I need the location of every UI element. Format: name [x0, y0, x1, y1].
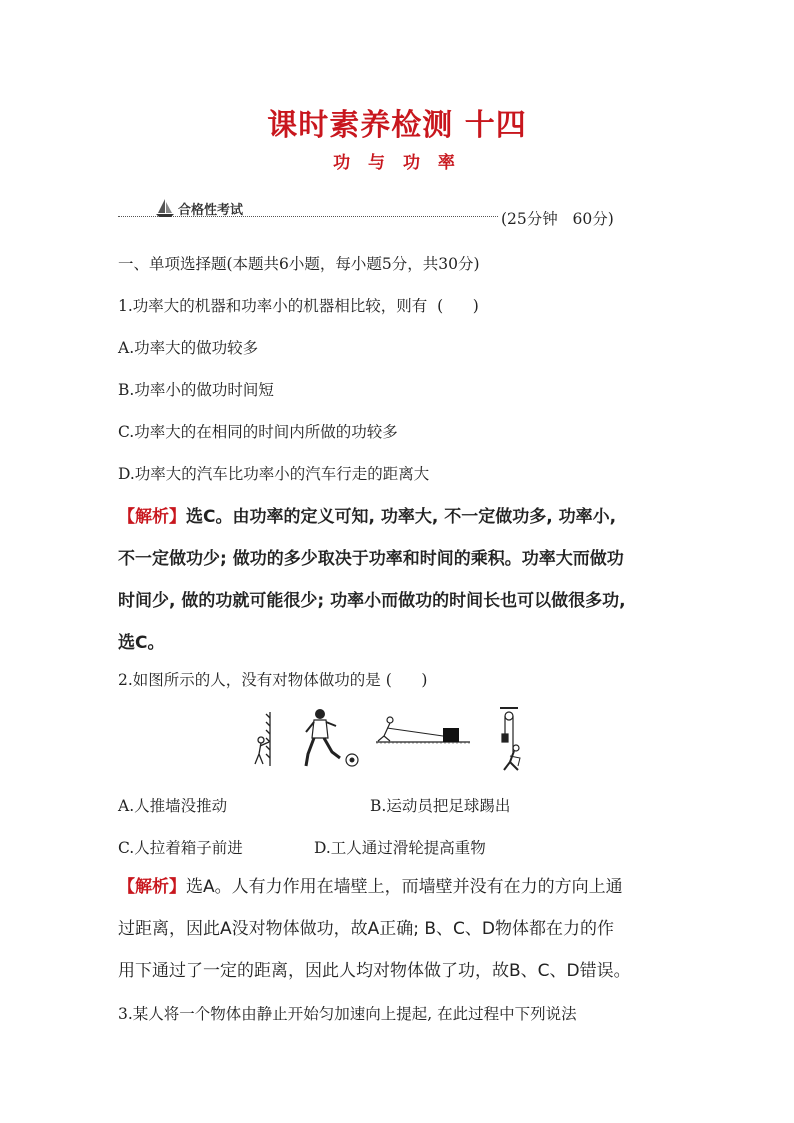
q2-analysis-line: 用下通过了一定的距离，因此人均对物体做了功，故B、C、D错误。: [118, 961, 631, 981]
page-title: 课时素养检测 十四: [267, 108, 527, 143]
worker-pulley-figure: [500, 708, 520, 770]
q2-option-d: D.工人通过滑轮提高重物: [314, 839, 486, 857]
q2-analysis-line: 过距离，因此A没对物体做功，故A正确; B、C、D物体都在力的作: [118, 919, 615, 939]
q2-option-c: C.人拉着箱子前进: [118, 839, 243, 857]
section-label: 合格性考试: [178, 202, 244, 218]
q1-analysis-line: 不一定做功少; 做功的多少取决于功率和时间的乘积。功率大而做功: [118, 549, 624, 569]
q2-analysis: [118, 866, 678, 992]
analysis-tag: 【解析】: [118, 507, 186, 527]
page-subtitle: 功 与 功 率: [333, 153, 461, 173]
section-header: [118, 197, 678, 231]
q2-illustration: [248, 706, 538, 776]
q2-analysis-line: 【解析】选A。人有力作用在墙壁上，而墙壁并没有在力的方向上通: [118, 877, 623, 897]
soccer-player-figure: [306, 709, 358, 766]
q2-option-b: B.运动员把足球踢出: [370, 797, 511, 815]
q1-analysis-line: 时间少, 做的功就可能很少; 功率小而做功的时间长也可以做很多功,: [118, 591, 626, 611]
q1-option-d: D.功率大的汽车比功率小的汽车行走的距离大: [118, 465, 430, 483]
q1-option-a: A.功率大的做功较多: [118, 339, 259, 357]
q1-analysis-line: 选C。: [118, 633, 165, 653]
sailboat-icon: [154, 197, 176, 219]
analysis-tag: 【解析】: [118, 877, 186, 897]
q3-stem: 3.某人将一个物体由静止开始匀加速向上提起, 在此过程中下列说法: [118, 1005, 577, 1023]
q1-stem: 1.功率大的机器和功率小的机器相比较，则有 ( ): [118, 297, 479, 315]
q1-option-c: C.功率大的在相同的时间内所做的功较多: [118, 423, 398, 441]
person-pulling-box-figure: [376, 717, 470, 743]
section-badge: [154, 197, 243, 219]
section-time-score: (25分钟 60分): [501, 210, 614, 228]
part-heading: 一、单项选择题(本题共6小题，每小题5分，共30分): [118, 255, 480, 273]
q1-analysis: [118, 496, 678, 664]
person-pushing-wall-figure: [255, 712, 270, 766]
q1-analysis-line: 【解析】选C。由功率的定义可知, 功率大, 不一定做功多, 功率小,: [118, 507, 617, 527]
q2-option-a: A.人推墙没推动: [118, 797, 228, 815]
q2-stem: 2.如图所示的人，没有对物体做功的是 ( ): [118, 671, 428, 689]
q1-option-b: B.功率小的做功时间短: [118, 381, 274, 399]
